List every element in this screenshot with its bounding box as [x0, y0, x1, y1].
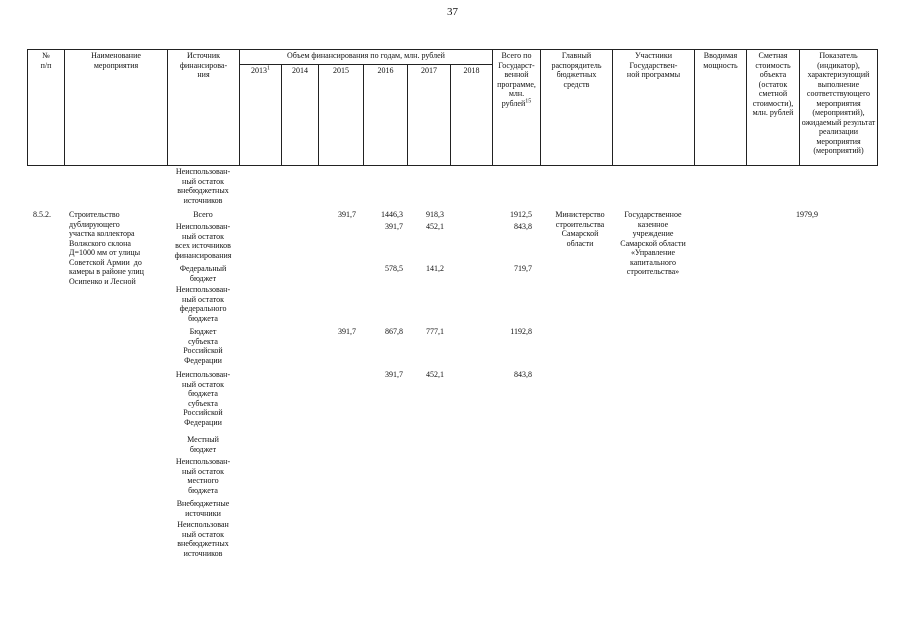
header-total-footnote: 15 — [525, 97, 532, 104]
carry-over-source: Неиспользован- ный остаток внебюджетных источников — [175, 167, 231, 205]
table-header — [27, 49, 878, 166]
row-participant: Государственное казенное учреждение Самарской области «Управление капитального строительства» — [620, 210, 686, 276]
header-year-2015: 2015 — [319, 65, 364, 166]
header-year-2018: 2018 — [451, 65, 493, 166]
header-year-2014: 2014 — [282, 65, 319, 166]
source-unused-federal-label: Неиспользован- ный остаток федерального бюджета — [175, 285, 231, 323]
row-manager: Министерство строительства Самарской области — [555, 210, 605, 248]
unused-all-total: 843,8 — [514, 222, 532, 231]
source-unused-local-label: Неиспользован- ный остаток местного бюджета — [175, 457, 231, 495]
total-all: 1912,5 — [510, 210, 532, 219]
unused-regional-2017: 452,1 — [426, 370, 444, 379]
header-total-text: Всего по Государст- венной программе, млн. рублей — [497, 51, 536, 108]
unused-all-2017: 452,1 — [426, 222, 444, 231]
header-year-2017: 2017 — [408, 65, 451, 166]
source-local-label: Местный бюджет — [187, 435, 219, 454]
header-participants: Участники Государствен- ной программы — [613, 50, 695, 166]
header-year-2016: 2016 — [364, 65, 408, 166]
regional-total: 1192,8 — [510, 327, 532, 336]
source-federal-label: Федеральный бюджет — [179, 264, 227, 283]
header-volume: Объем финансирования по годам, млн. рублей — [240, 50, 493, 65]
header-year-2013 — [240, 65, 282, 166]
regional-2017: 777,1 — [426, 327, 444, 336]
total-2015: 391,7 — [338, 210, 356, 219]
regional-2016: 867,8 — [385, 327, 403, 336]
federal-2016: 578,5 — [385, 264, 403, 273]
unused-regional-2016: 391,7 — [385, 370, 403, 379]
federal-2017: 141,2 — [426, 264, 444, 273]
source-unused-regional-label: Неиспользован- ный остаток бюджета субъекта Российской Федерации — [175, 370, 231, 427]
source-extrabudget-label: Внебюджетные источники — [176, 499, 230, 518]
header-total — [493, 50, 541, 166]
year-2013-footnote: 1 — [267, 65, 270, 72]
year-2013-label: 2013 — [251, 66, 267, 75]
unused-regional-total: 843,8 — [514, 370, 532, 379]
row-estimate: 1979,9 — [796, 210, 818, 219]
regional-2015: 391,7 — [338, 327, 356, 336]
unused-all-2016: 391,7 — [385, 222, 403, 231]
header-no: № п/п — [28, 50, 65, 166]
total-2017: 918,3 — [426, 210, 444, 219]
source-unused-extrabudget-label: Неиспользован ный остаток внебюджетных источников — [177, 520, 229, 558]
row-number: 8.5.2. — [33, 210, 51, 219]
source-unused-all-label: Неиспользован- ный остаток всех источников финансирования — [174, 222, 232, 260]
header-indicator: Показатель (индикатор), характеризующий выполнение соответствующего мероприятия (мероприятий), ожидаемый результат реализации мероприятия (мероприятий) — [800, 50, 878, 166]
source-regional-label: Бюджет субъекта Российской Федерации — [183, 327, 223, 365]
header-main-manager: Главный распорядитель бюджетных средств — [541, 50, 613, 166]
source-total-label: Всего — [193, 210, 213, 219]
header-source: Источник финансирова- ния — [168, 50, 240, 166]
header-name: Наименование мероприятия — [65, 50, 168, 166]
row-name: Строительство дублирующего участка коллектора Волжского склона Д=1000 мм от улицы Советской Армии до камеры в районе улиц Осипенко и Лесной — [69, 210, 144, 286]
page-number: 37 — [447, 6, 458, 18]
header-estimate: Сметная стоимость объекта (остаток сметной стоимости), млн. рублей — [747, 50, 800, 166]
header-capacity: Вводимая мощность — [695, 50, 747, 166]
federal-total: 719,7 — [514, 264, 532, 273]
total-2016: 1446,3 — [381, 210, 403, 219]
